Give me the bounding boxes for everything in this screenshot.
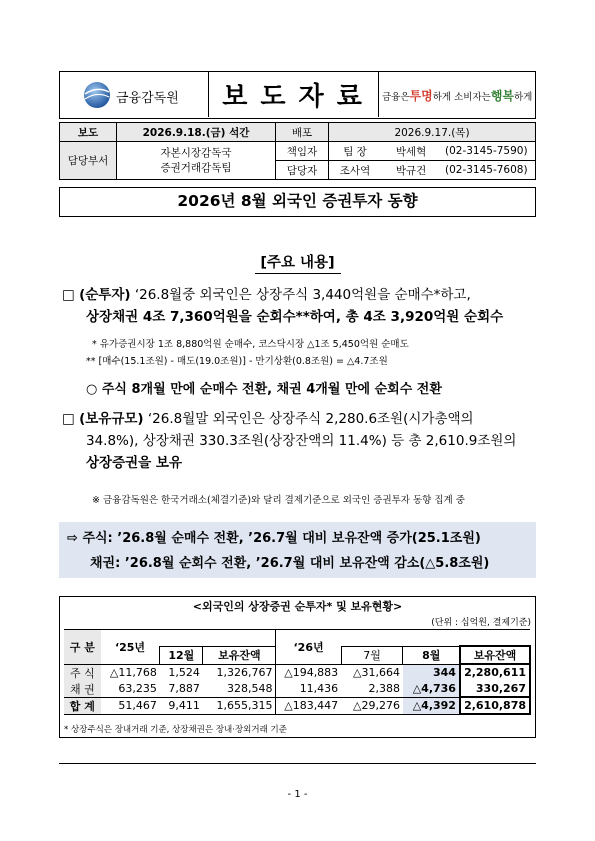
row-label: 합 계 — [64, 697, 101, 714]
holdings-table — [64, 629, 531, 715]
head-aug: 8월 — [403, 646, 460, 664]
cell: 2,610,878 — [460, 697, 530, 714]
contact-position-2: 조사역 — [329, 161, 382, 180]
p2-tag: (보유규모) — [79, 411, 144, 427]
section-title-underline — [255, 273, 341, 274]
dept-line-1: 자본시장감독국 — [160, 146, 232, 159]
table-row-total — [64, 697, 530, 714]
row-label: 채 권 — [64, 681, 101, 698]
dept-line-2: 증권거래감독팀 — [160, 161, 232, 174]
distribution-label: 배포 — [276, 123, 329, 142]
section-title: [주요 내용] — [260, 255, 335, 271]
contact-role-2: 담당자 — [276, 161, 329, 180]
table-row-bond — [64, 681, 530, 698]
head-year-25: ‘25년 — [101, 630, 160, 665]
table-caption: <외국인의 상장증권 순투자* 및 보유현황> — [192, 600, 403, 613]
paragraph-net-investment — [62, 284, 542, 328]
head-category: 구 분 — [64, 630, 101, 665]
p1-mark: □ — [62, 287, 75, 303]
doc-type-title: 보 도 자 료 — [222, 82, 364, 112]
slogan-cell — [378, 72, 536, 117]
cell: 63,235 — [118, 682, 157, 695]
head-balance-26: 보유잔액 — [460, 646, 530, 664]
cell: 1,655,315 — [216, 699, 273, 712]
distribution-date: 2026.9.17.(목) — [329, 123, 536, 142]
cell: △11,768 — [109, 666, 157, 679]
doc-title: 2026년 8월 외국인 증권투자 동향 — [177, 192, 418, 210]
dept-names — [117, 142, 276, 180]
p1-tag: (순투자) — [79, 287, 131, 303]
org-logo-cell — [60, 72, 209, 117]
cell: 1,326,767 — [216, 666, 273, 679]
cell: 1,524 — [168, 666, 200, 679]
header-box — [59, 71, 536, 119]
cell: △194,883 — [276, 664, 341, 681]
head-jul: 7월 — [341, 646, 403, 664]
p2-line2: 34.8%), 상장채권 330.3조원(상장잔액의 11.4%) 등 총 2,610.9조원의 — [86, 433, 517, 449]
head-year-26: ‘26년 — [276, 630, 341, 665]
row-label: 주 식 — [64, 664, 101, 681]
cell: △183,447 — [276, 697, 341, 714]
table-unit: (단위 : 십억원, 결제기준) — [431, 618, 531, 628]
p1-line1: ‘26.8월중 외국인은 상장주식 3,440억원을 순매수*하고, — [134, 287, 471, 303]
contact-position-1: 팀 장 — [329, 142, 382, 161]
cell: 330,267 — [460, 681, 530, 698]
head-dec: 12월 — [160, 646, 203, 664]
highlight-arrow-icon: ⇨ — [67, 531, 78, 546]
cell: 344 — [403, 664, 460, 681]
doc-title-box — [59, 187, 536, 217]
cell: 2,280,611 — [460, 664, 530, 681]
slogan-word1: 투명 — [409, 89, 433, 103]
contact-role-1: 책임자 — [276, 142, 329, 161]
highlight-box — [59, 522, 536, 578]
fss-logo-icon — [82, 80, 112, 110]
cell: 11,436 — [276, 681, 341, 698]
cell: 2,388 — [368, 682, 400, 695]
cell: △4,736 — [403, 681, 460, 698]
highlight-bond: 채권: ’26.8월 순회수 전환, ’26.7월 대비 보유잔액 감소(△5.8조원) — [90, 556, 490, 571]
press-info-table — [59, 122, 536, 180]
release-label: 보도 — [60, 123, 117, 142]
cell: △29,276 — [353, 699, 400, 712]
dept-label: 담당부서 — [60, 142, 117, 180]
cell: 7,887 — [168, 682, 200, 695]
paragraph-holdings — [62, 408, 542, 474]
slogan-word2: 행복 — [490, 89, 514, 103]
org-name: 금융감독원 — [116, 91, 179, 106]
highlight-stock: 주식: ’26.8월 순매수 전환, ’26.7월 대비 보유잔액 증가(25.1조원) — [82, 531, 481, 546]
p2-note: ※ 금융감독원은 한국거래소(체결기준)와 달리 결제기준으로 외국인 증권투자 동향 집계 중 — [92, 495, 465, 506]
contact-name-2: 박규건 — [381, 161, 441, 180]
slogan-mid: 하게 소비자는 — [432, 92, 491, 103]
cell: △31,664 — [353, 666, 400, 679]
p1-sub-bullet: ○ 주식 8개월 만에 순매수 전환, 채권 4개월 만에 순회수 전환 — [86, 382, 442, 397]
slogan-post: 하게 — [514, 92, 533, 103]
cell: △4,392 — [403, 697, 460, 714]
contact-phone-2: (02-3145-7608) — [441, 161, 536, 180]
head-balance-25: 보유잔액 — [203, 646, 276, 664]
table-box — [59, 596, 536, 738]
footer-rule — [59, 763, 536, 764]
slogan-pre: 금융은 — [382, 92, 410, 103]
p2-line1: ‘26.8월말 외국인은 상장주식 2,280.6조원(시가총액의 — [147, 411, 474, 427]
p1-line2: 상장채권 4조 7,360억원을 순회수**하여, 총 4조 3,920억원 순회수 — [86, 309, 504, 325]
cell: 328,548 — [226, 682, 273, 695]
p1-note1: * 유가증권시장 1조 8,880억원 순매수, 코스닥시장 △1조 5,450억원 순매도 — [92, 339, 409, 350]
cell: 9,411 — [168, 699, 200, 712]
contact-name-1: 박세혁 — [381, 142, 441, 161]
page-number: - 1 - — [287, 789, 308, 800]
table-footnote: * 상장주식은 장내거래 기준, 상장채권은 장내·장외거래 기준 — [64, 725, 287, 735]
p2-line3: 상장증권을 보유 — [86, 455, 182, 471]
p1-note2: ** [매수(15.1조원) - 매도(19.0조원)] - 만기상환(0.8조원) = △4.7조원 — [86, 356, 388, 367]
p2-mark: □ — [62, 411, 75, 427]
cell: 51,467 — [118, 699, 157, 712]
table-row-stock — [64, 664, 530, 681]
release-date: 2026.9.18.(금) 석간 — [117, 123, 276, 142]
contact-phone-1: (02-3145-7590) — [441, 142, 536, 161]
